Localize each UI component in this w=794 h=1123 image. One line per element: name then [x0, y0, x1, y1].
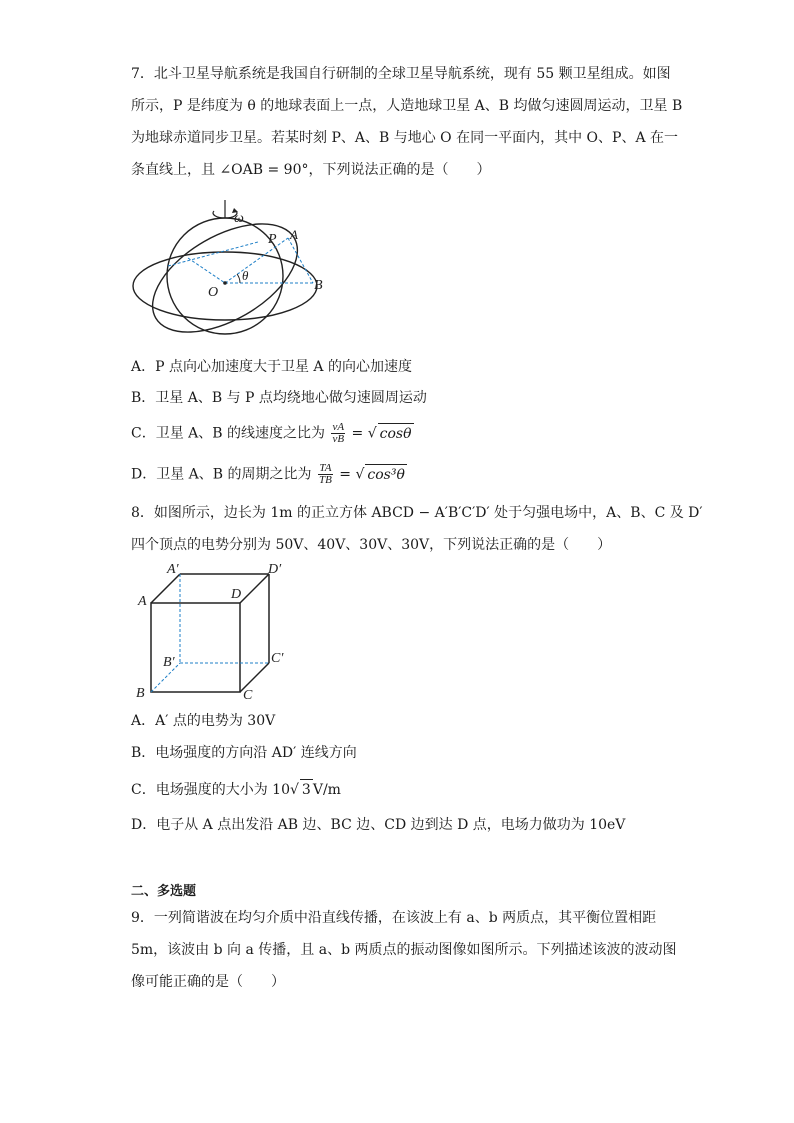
- label-b: B: [314, 278, 323, 293]
- q8-option-c: C．电场强度的大小为 10√ 3 V/m: [131, 779, 341, 800]
- label-a: A: [138, 594, 147, 609]
- q7-line-4: 条直线上，且 ∠OAB = 90°，下列说法正确的是（ ）: [131, 162, 491, 178]
- q8-option-b: B．电场强度的方向沿 AD′ 连线方向: [131, 745, 357, 761]
- label-d: D: [231, 587, 242, 602]
- q8-option-a: A．A′ 点的电势为 30V: [131, 713, 276, 729]
- tilted-orbit: [135, 202, 316, 343]
- label-a: A: [290, 227, 298, 242]
- q7-line-2: 所示，P 是纬度为 θ 的地球表面上一点，人造地球卫星 A、B 均做匀速圆周运动，卫星 B: [131, 98, 683, 114]
- label-p: P: [268, 232, 277, 247]
- q9-line-3: 像可能正确的是（ ）: [131, 974, 285, 990]
- q7-line-3: 为地球赤道同步卫星。若某时刻 P、A、B 与地心 O 在同一平面内，其中 O、P、A 在一: [131, 130, 679, 146]
- label-c-prime: C′: [271, 651, 284, 666]
- q8-line-1: 8．如图所示，边长为 1m 的正立方体 ABCD − A′B′C′D′ 处于匀强电场中，A、B、C 及 D′: [131, 505, 703, 521]
- q7-option-b: B．卫星 A、B 与 P 点均绕地心做匀速圆周运动: [131, 390, 427, 406]
- q7-option-c: C．卫星 A、B 的线速度之比为 $\frac{vA}{vB}$ = √ cosθ: [131, 421, 412, 445]
- cube-front-face: [151, 603, 240, 692]
- equatorial-orbit: [133, 252, 317, 320]
- q9-line-1: 9．一列简谐波在均匀介质中沿直线传播，在该波上有 a、b 两质点，其平衡位置相距: [131, 910, 657, 926]
- label-b-prime: B′: [163, 655, 175, 670]
- q8-line-2: 四个顶点的电势分别为 50V、40V、30V、30V，下列说法正确的是（ ）: [131, 537, 612, 553]
- section-title: 二、多选题: [131, 884, 197, 899]
- q7-option-a: A．P 点向心加速度大于卫星 A 的向心加速度: [131, 359, 412, 375]
- label-omega: ω: [234, 211, 244, 226]
- label-d-prime: D′: [268, 562, 282, 577]
- label-a-prime: A′: [167, 562, 179, 577]
- q7-option-d: D．卫星 A、B 的周期之比为 $\frac{TA}{TB}$ = √ cos³θ: [131, 462, 405, 486]
- q8-option-d: D．电子从 A 点出发沿 AB 边、BC 边、CD 边到达 D 点，电场力做功为 10eV: [131, 817, 626, 833]
- label-b: B: [136, 686, 145, 701]
- label-c: C: [243, 688, 253, 703]
- q9-line-2: 5m，该波由 b 向 a 传播，且 a、b 两质点的振动图像如图所示。下列描述该波的波动图: [131, 942, 677, 958]
- q8-cube-figure: [133, 560, 303, 705]
- earth-circle: [167, 218, 283, 334]
- label-theta: θ: [242, 268, 249, 283]
- label-o: O: [208, 285, 219, 300]
- q7-satellite-figure: [128, 198, 328, 343]
- q7-line-1: 7．北斗卫星导航系统是我国自行研制的全球卫星导航系统，现有 55 颗卫星组成。如图: [131, 66, 671, 82]
